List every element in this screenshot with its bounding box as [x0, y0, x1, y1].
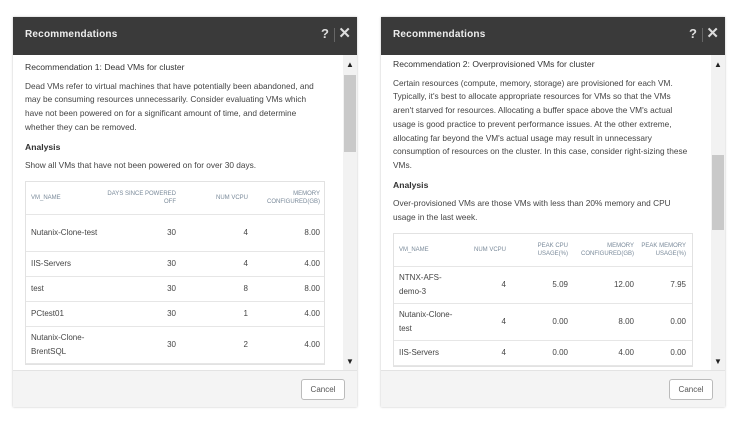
col-num-vcpu[interactable]: NUM VCPU	[473, 246, 506, 253]
header-divider	[334, 28, 335, 42]
cell-vm-name: NTNX-AFS-demo-3	[399, 273, 442, 296]
recommendation-name: Dead VMs for cluster	[104, 62, 185, 72]
close-icon[interactable]: ✕	[706, 25, 719, 42]
cell-vcpu: 4	[501, 316, 506, 326]
recommendation-description: Certain resources (compute, memory, storage) are provisioned for each VM. Typically, it's best to allocate appropriate resources for VMs so that the VMs aren't starved for resources. Allocating a buffer space above the VM's actual usage is good practice to prevent performance issues. At the other extreme, allocating far beyond the VM's actual usage may result in unnecessary consumption of resources on the cluster. In this case, consider right-sizing these VMs.	[393, 77, 688, 170]
cell-peak-cpu: 0.00	[552, 347, 568, 357]
vm-table	[393, 233, 693, 367]
col-peak-memory-usage[interactable]: PEAK MEMORY USAGE(%)	[641, 242, 686, 257]
table-header	[394, 234, 692, 267]
dialog-body[interactable]	[13, 55, 357, 371]
cell-memory: 4.00	[304, 340, 320, 350]
table-row[interactable]	[394, 267, 692, 304]
cell-days: 30	[167, 284, 176, 294]
recommendation-title	[393, 58, 693, 72]
cell-vm-name: Nutanix-Clone-test	[399, 310, 453, 333]
cell-vcpu: 4	[243, 228, 248, 238]
recommendation-label: Recommendation 2:	[393, 59, 470, 69]
cancel-button[interactable]: Cancel	[301, 379, 345, 400]
table-header	[26, 182, 324, 215]
table-row[interactable]	[26, 277, 324, 302]
table-row[interactable]	[26, 215, 324, 252]
col-vm-name[interactable]: VM_NAME	[399, 246, 429, 253]
cell-vm-name: test	[31, 284, 44, 294]
cell-vm-name: PCtest01	[31, 309, 64, 319]
scroll-down-icon[interactable]: ▼	[346, 357, 354, 366]
dialog-body[interactable]	[381, 55, 725, 371]
cell-vm-name: Nutanix-Clone-BrentSQL	[31, 333, 85, 356]
analysis-text: Show all VMs that have not been powered on for over 30 days.	[25, 160, 257, 171]
table-row[interactable]	[26, 302, 324, 327]
cell-vcpu: 4	[501, 279, 506, 289]
col-num-vcpu[interactable]: NUM VCPU	[215, 194, 248, 201]
cell-vcpu: 8	[243, 284, 248, 294]
dialog-title: Recommendations	[25, 29, 118, 40]
help-icon[interactable]: ?	[321, 26, 329, 41]
scrollbar-thumb[interactable]	[344, 75, 356, 152]
cell-days: 30	[167, 340, 176, 350]
dialog-title: Recommendations	[393, 29, 486, 40]
cell-days: 30	[167, 259, 176, 269]
cell-vm-name: Nutanix-Clone-test	[31, 228, 98, 238]
cell-vm-name: IIS-Servers	[31, 259, 72, 269]
cell-memory: 4.00	[304, 309, 320, 319]
recommendations-dialog-2	[381, 17, 725, 407]
cell-days: 30	[167, 228, 176, 238]
table-row[interactable]	[394, 341, 692, 366]
cell-vcpu: 2	[243, 340, 248, 350]
table-row[interactable]	[26, 327, 324, 364]
help-icon[interactable]: ?	[689, 26, 697, 41]
cell-memory: 8.00	[618, 316, 634, 326]
recommendation-label: Recommendation 1:	[25, 62, 102, 72]
col-days-since-powered-off[interactable]: DAYS SINCE POWERED OFF	[107, 190, 176, 205]
col-memory-configured[interactable]: MEMORY CONFIGURED(GB)	[581, 242, 634, 257]
scrollbar-thumb[interactable]	[712, 155, 724, 230]
recommendation-description: Dead VMs refer to virtual machines that have potentially been abandoned, and may be consuming resources unnecessarily. Consider evaluating VMs which have not been powered on for a significant amount of time, and determine whether they can be removed.	[25, 80, 314, 132]
col-vm-name[interactable]: VM_NAME	[31, 194, 61, 201]
header-divider	[702, 28, 703, 42]
close-icon[interactable]: ✕	[338, 25, 351, 42]
table-row[interactable]	[394, 304, 692, 341]
cancel-button[interactable]: Cancel	[669, 379, 713, 400]
scroll-down-icon[interactable]: ▼	[714, 357, 722, 366]
vm-table	[25, 181, 325, 365]
cell-vm-name: IIS-Servers	[399, 347, 440, 357]
cell-peak-memory: 7.95	[670, 279, 686, 289]
cell-memory: 4.00	[304, 259, 320, 269]
dialog-header	[13, 17, 357, 55]
cell-peak-cpu: 5.09	[552, 279, 568, 289]
col-memory-configured[interactable]: MEMORY CONFIGURED(GB)	[267, 190, 320, 205]
recommendations-dialog-1	[13, 17, 357, 407]
recommendation-name: Overprovisioned VMs for cluster	[472, 59, 595, 69]
dialog-footer	[13, 370, 357, 407]
cell-peak-memory: 0.00	[670, 316, 686, 326]
analysis-text: Over-provisioned VMs are those VMs with less than 20% memory and CPU usage in the last week.	[393, 198, 671, 223]
analysis-heading: Analysis	[25, 141, 61, 152]
cell-memory: 12.00	[613, 279, 634, 289]
recommendation-title	[25, 61, 325, 75]
vertical-scrollbar[interactable]	[711, 55, 725, 371]
cell-memory: 8.00	[304, 284, 320, 294]
col-peak-cpu-usage[interactable]: PEAK CPU USAGE(%)	[537, 242, 568, 257]
cell-peak-memory: 0.00	[670, 347, 686, 357]
dialog-footer	[381, 370, 725, 407]
scroll-up-icon[interactable]: ▲	[346, 60, 354, 69]
cell-vcpu: 1	[243, 309, 248, 319]
vertical-scrollbar[interactable]	[343, 55, 357, 371]
dialog-header	[381, 17, 725, 55]
cell-vcpu: 4	[243, 259, 248, 269]
analysis-heading: Analysis	[393, 179, 429, 190]
cell-memory: 4.00	[618, 347, 634, 357]
cell-peak-cpu: 0.00	[552, 316, 568, 326]
scroll-up-icon[interactable]: ▲	[714, 60, 722, 69]
table-row[interactable]	[26, 252, 324, 277]
cell-memory: 8.00	[304, 228, 320, 238]
cell-vcpu: 4	[501, 347, 506, 357]
cell-days: 30	[167, 309, 176, 319]
